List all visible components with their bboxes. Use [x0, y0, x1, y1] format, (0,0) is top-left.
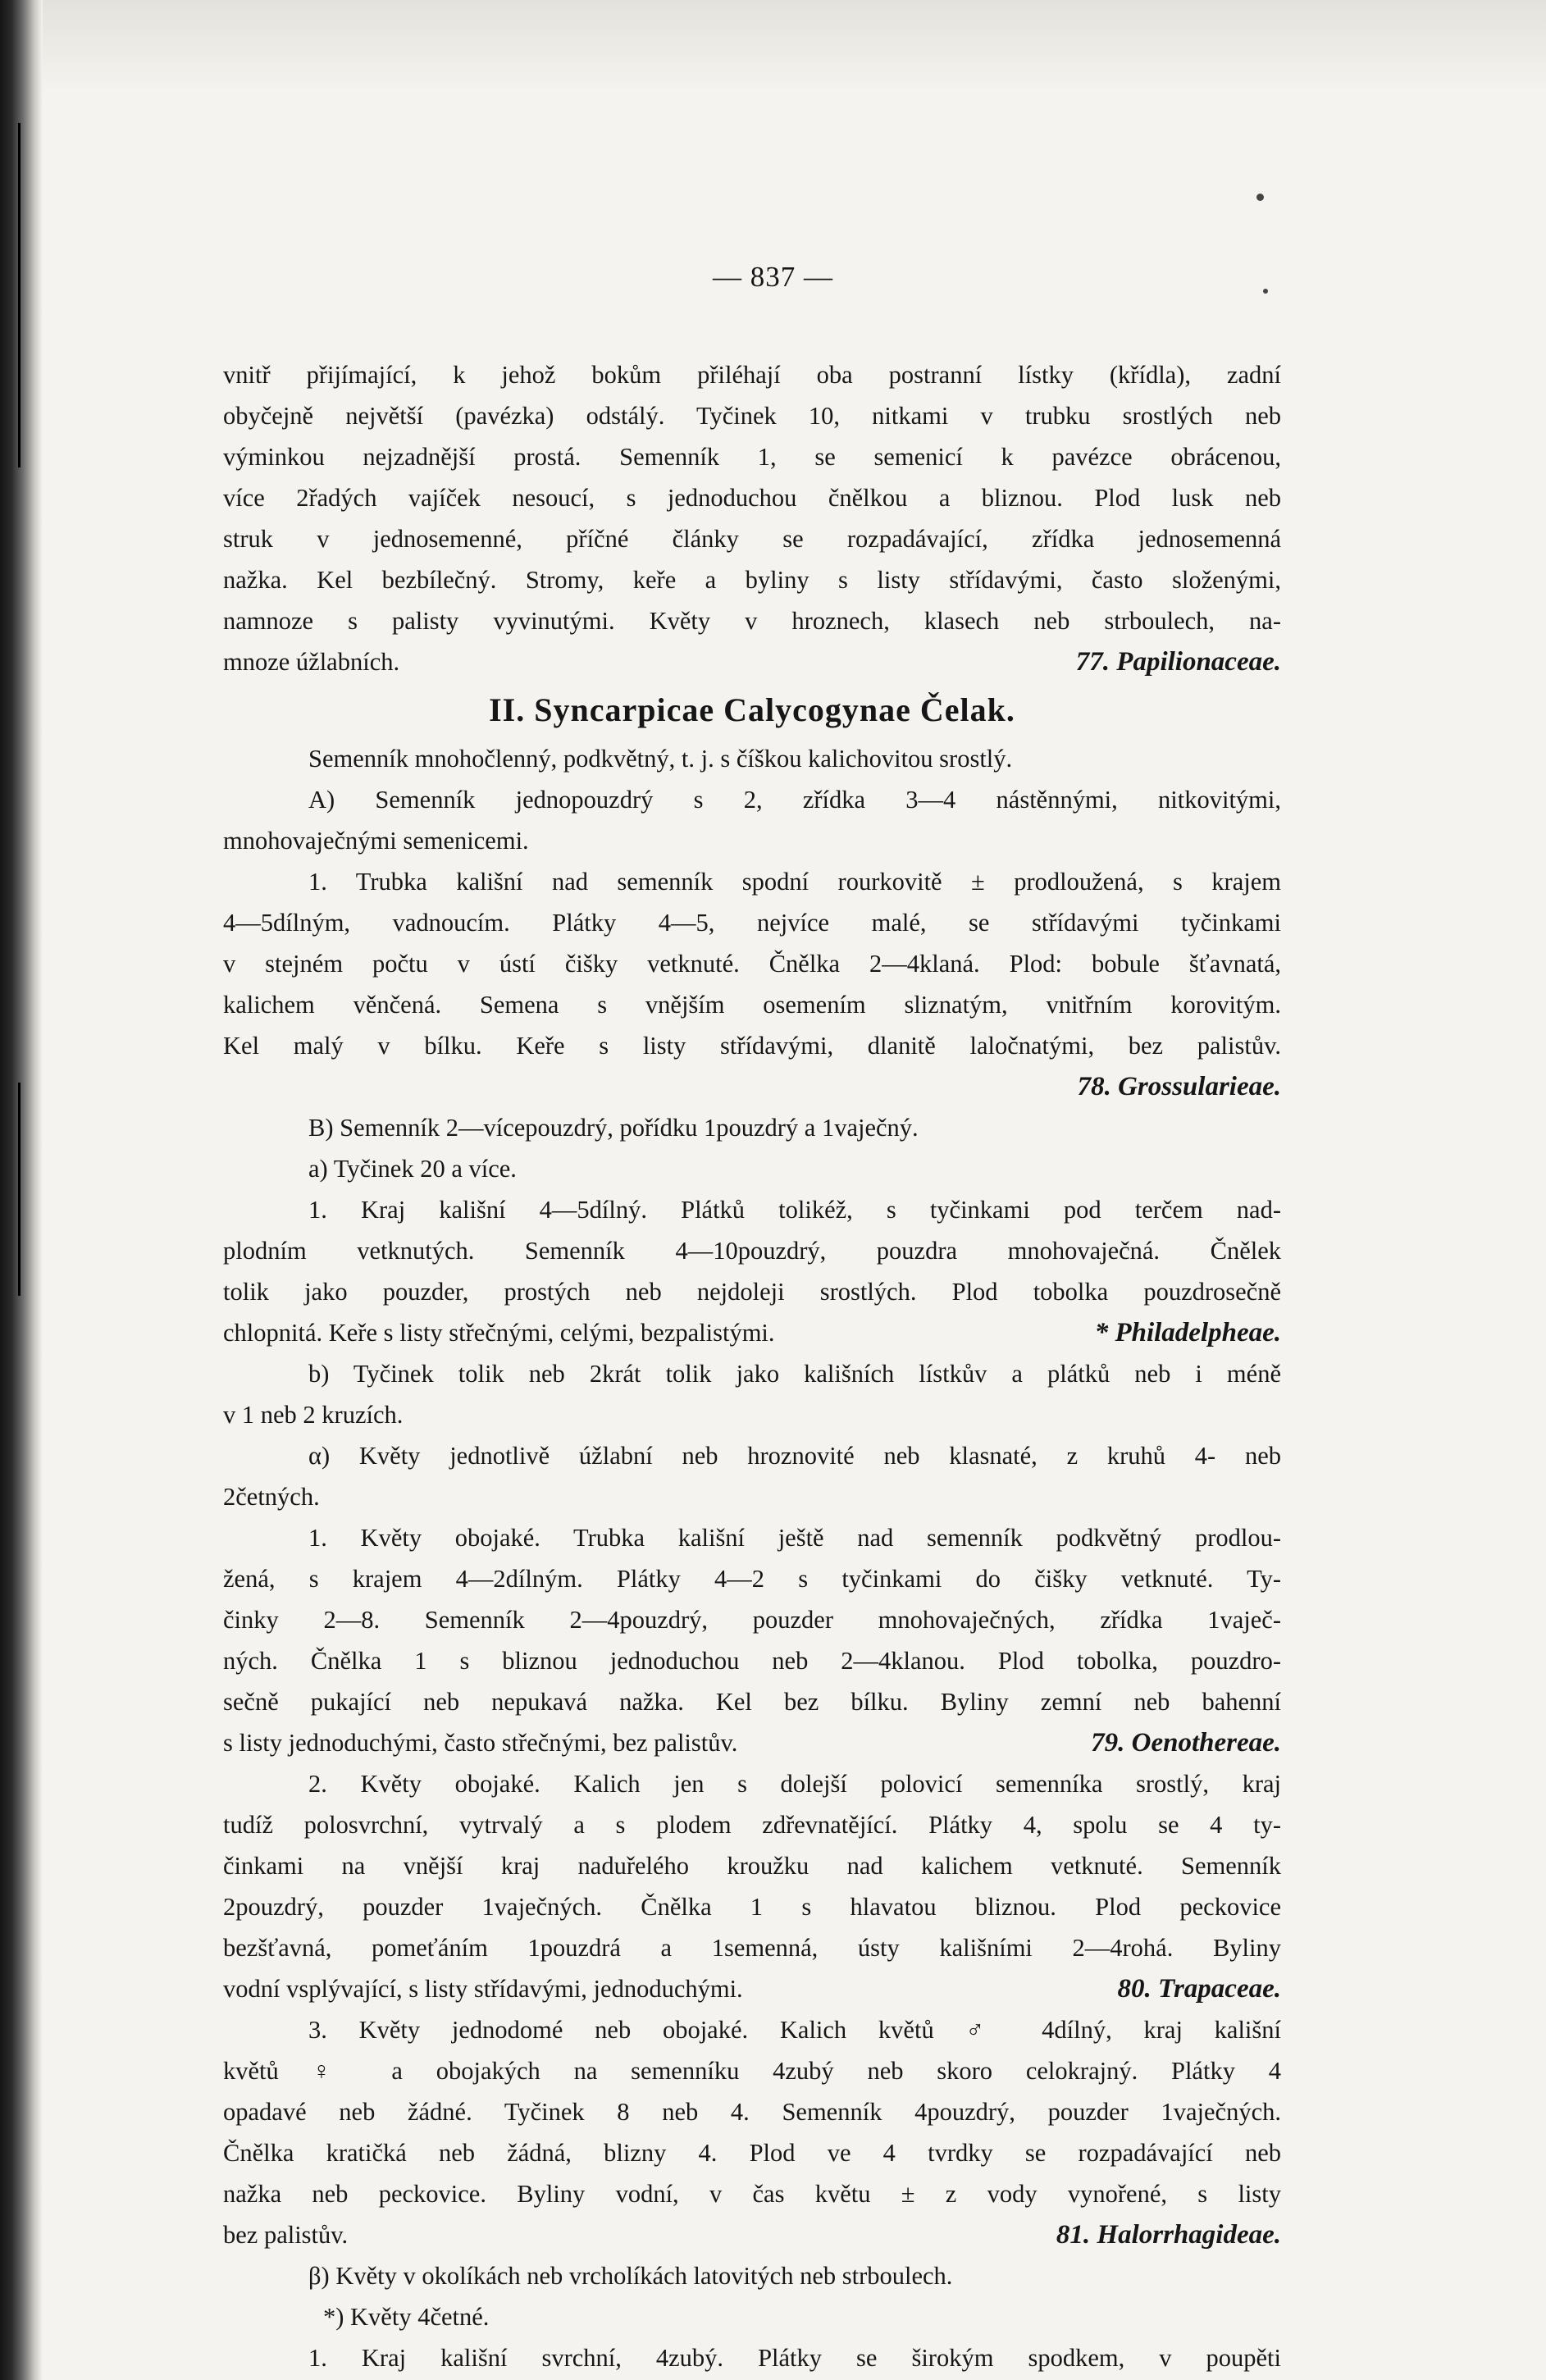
page-number: — 837 —	[713, 261, 833, 293]
text-line: 1. Kraj kališní svrchní, 4zubý. Plátky se širokým spodkem, v poupěti	[308, 2344, 1281, 2372]
text-line: *) Květy 4četné.	[323, 2303, 490, 2331]
text-line: bezšťavná, pomeťáním 1pouzdrá a 1semenná, ústy kališními 2—4rohá. Byliny	[223, 1934, 1281, 1962]
text-line: namnoze s palisty vyvinutými. Květy v hroznech, klasech neb strboulech, na-	[223, 607, 1281, 635]
text-line: činkami na vnější kraj naduřelého kroužku nad kalichem vetknuté. Semenník	[223, 1852, 1281, 1880]
text-line: vnitř přijímající, k jehož bokům přiléhají oba postranní lístky (křídla), zadní	[223, 361, 1281, 389]
text-line: výminkou nejzadnější prostá. Semenník 1, se semenicí k pavézce obrácenou,	[223, 443, 1281, 471]
scan-binding-edge	[0, 0, 43, 2380]
text-line: v 1 neb 2 kruzích.	[223, 1401, 404, 1429]
text-line: žená, s krajem 4—2dílným. Plátky 4—2 s tyčinkami do čišky vetknuté. Ty-	[223, 1565, 1281, 1593]
text-line: 4—5dílným, vadnoucím. Plátky 4—5, nejvíce malé, se střídavými tyčinkami	[223, 909, 1281, 937]
text-line: 2. Květy obojaké. Kalich jen s dolejší polovicí semenníka srostlý, kraj	[308, 1770, 1281, 1798]
scan-edge-mark	[18, 123, 21, 467]
text-line-with-family	[223, 1312, 1281, 1353]
text-line: opadavé neb žádné. Tyčinek 8 neb 4. Semenník 4pouzdrý, pouzder 1vaječných.	[223, 2098, 1281, 2126]
text-line: B) Semenník 2—vícepouzdrý, pořídku 1pouzdrý a 1vaječný.	[308, 1114, 919, 1142]
text-line: Semenník mnohočlenný, podkvětný, t. j. s číškou kalichovitou srostlý.	[308, 745, 1013, 773]
text-line: s listy jednoduchými, často střečnými, bez palistův.	[223, 1729, 738, 1757]
text-line: b) Tyčinek tolik neb 2krát tolik jako kališních lístkův a plátků neb i méně	[308, 1360, 1281, 1388]
text-line: 1. Kraj kališní 4—5dílný. Plátků tolikéž, s tyčinkami pod terčem nad-	[308, 1196, 1281, 1224]
text-line: chlopnitá. Keře s listy střečnými, celými, bezpalistými.	[223, 1319, 775, 1347]
text-line: A) Semenník jednopouzdrý s 2, zřídka 3—4 nástěnnými, nitkovitými,	[308, 786, 1281, 814]
text-line: tolik jako pouzder, prostých neb nejdoleji srostlých. Plod tobolka pouzdrosečně	[223, 1278, 1281, 1306]
family-name: * Philadelpheae.	[1094, 1318, 1281, 1347]
page-text	[223, 354, 1281, 2378]
family-name: 80. Trapaceae.	[1117, 1974, 1281, 2004]
text-line: Kel malý v bílku. Keře s listy střídavými, dlanitě laločnatými, bez palistův.	[223, 1032, 1281, 1060]
scan-speck	[1256, 194, 1264, 201]
text-line: mnohovaječnými semenicemi.	[223, 827, 529, 855]
text-line: ných. Čnělka 1 s bliznou jednoduchou neb 2—4klanou. Plod tobolka, pouzdro-	[223, 1647, 1281, 1675]
scan-top-shade	[43, 0, 1546, 90]
text-line: vodní vsplývající, s listy střídavými, jednoduchými.	[223, 1975, 743, 2003]
family-name: 78. Grossularieae.	[1077, 1072, 1281, 1101]
text-line-with-family	[223, 1968, 1281, 2009]
text-line: α) Květy jednotlivě úžlabní neb hroznovité neb klasnaté, z kruhů 4- neb	[308, 1442, 1281, 1470]
family-name: 81. Halorrhagideae.	[1056, 2220, 1281, 2250]
text-line: nažka neb peckovice. Byliny vodní, v čas květu ± z vody vynořené, s listy	[223, 2180, 1281, 2208]
text-line-with-family	[223, 641, 1281, 682]
text-line: plodním vetknutých. Semenník 4—10pouzdrý, pouzdra mnohovaječná. Čnělek	[223, 1237, 1281, 1265]
text-line: více 2řadých vajíček nesoucí, s jednoduchou čnělkou a bliznou. Plod lusk neb	[223, 484, 1281, 512]
text-line: květů ♀ a obojakých na semenníku 4zubý neb skoro celokrajný. Plátky 4	[223, 2057, 1281, 2085]
text-line-with-family	[223, 2214, 1281, 2255]
text-line-with-family	[223, 1722, 1281, 1763]
family-name: 77. Papilionaceae.	[1075, 647, 1281, 677]
text-line-family	[223, 1066, 1281, 1107]
text-line: β) Květy v okolíkách neb vrcholíkách latovitých neb strboulech.	[308, 2262, 953, 2290]
text-line: bez palistův.	[223, 2221, 349, 2249]
text-line: tudíž polosvrchní, vytrvalý a s plodem zdřevnatějící. Plátky 4, spolu se 4 ty-	[223, 1811, 1281, 1839]
text-line: sečně pukající neb nepukavá nažka. Kel bez bílku. Byliny zemní neb bahenní	[223, 1688, 1281, 1716]
section-heading: II. Syncarpicae Calycogynae Čelak.	[489, 691, 1015, 728]
text-line: mnoze úžlabních.	[223, 648, 400, 676]
text-line: obyčejně největší (pavézka) odstálý. Tyčinek 10, nitkami v trubku srostlých neb	[223, 402, 1281, 430]
family-name: 79. Oenothereae.	[1091, 1728, 1281, 1758]
text-line: a) Tyčinek 20 a více.	[308, 1155, 517, 1183]
text-line: 1. Květy obojaké. Trubka kališní ještě nad semenník podkvětný prodlou-	[308, 1524, 1281, 1552]
scan-edge-mark	[18, 1083, 21, 1296]
text-line: Čnělka kratičká neb žádná, blizny 4. Plod ve 4 tvrdky se rozpadávající neb	[223, 2139, 1281, 2167]
text-line: struk v jednosemenné, příčné články se rozpadávající, zřídka jednosemenná	[223, 525, 1281, 553]
text-line: kalichem věnčená. Semena s vnějším osemením sliznatým, vnitřním korovitým.	[223, 991, 1281, 1019]
text-line: 2pouzdrý, pouzder 1vaječných. Čnělka 1 s hlavatou bliznou. Plod peckovice	[223, 1893, 1281, 1921]
text-line: nažka. Kel bezbílečný. Stromy, keře a byliny s listy střídavými, často složenými,	[223, 566, 1281, 594]
text-line: 1. Trubka kališní nad semenník spodní rourkovitě ± prodloužená, s krajem	[308, 868, 1281, 896]
text-line: činky 2—8. Semenník 2—4pouzdrý, pouzder mnohovaječných, zřídka 1vaječ-	[223, 1606, 1281, 1634]
text-line: 2četných.	[223, 1483, 320, 1511]
text-line: v stejném počtu v ústí čišky vetknuté. Čnělka 2—4klaná. Plod: bobule šťavnatá,	[223, 950, 1281, 978]
text-line: 3. Květy jednodomé neb obojaké. Kalich květů ♂ 4dílný, kraj kališní	[308, 2016, 1281, 2044]
